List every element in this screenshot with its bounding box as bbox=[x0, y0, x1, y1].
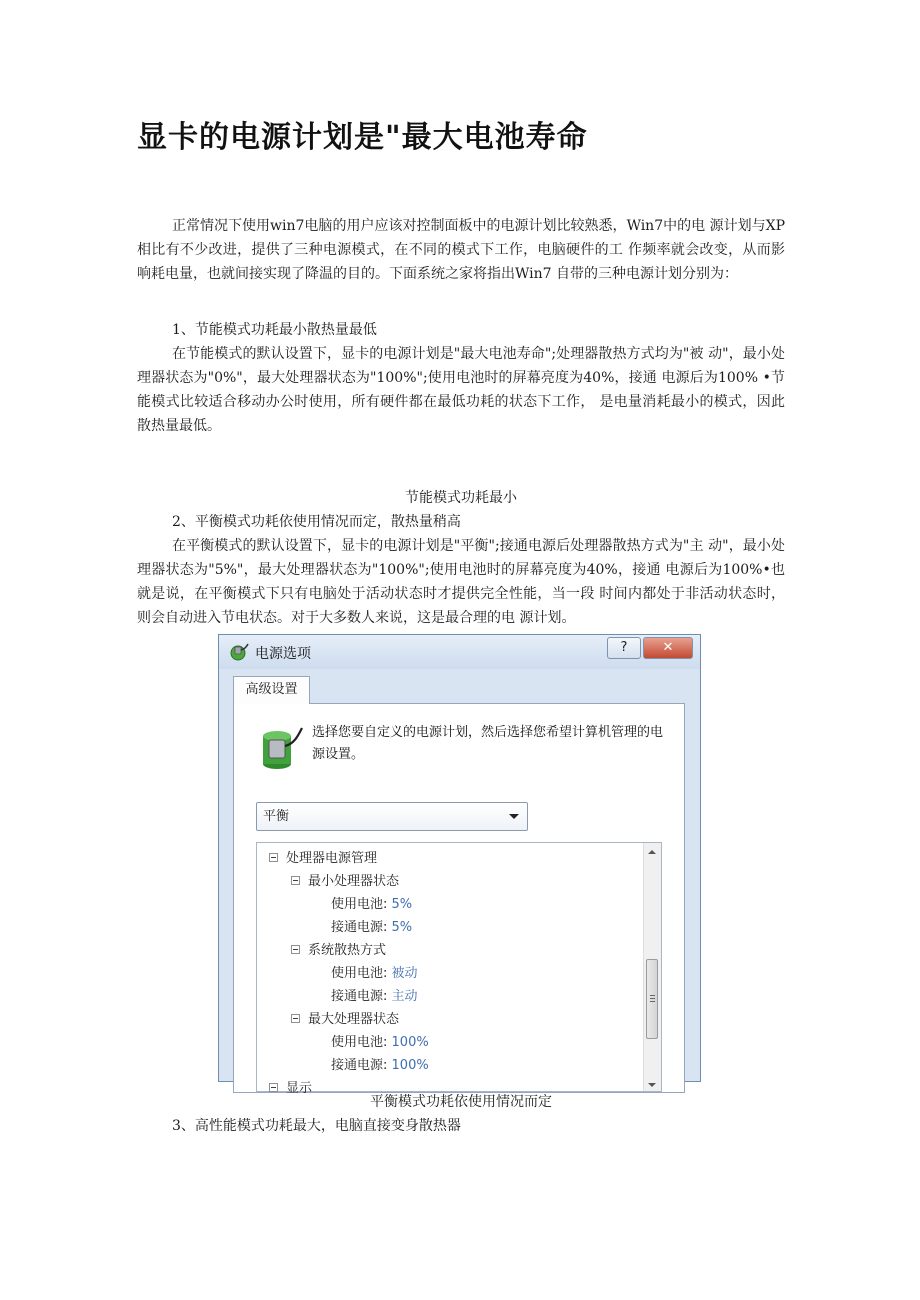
tree-leaf-max-plugged[interactable] bbox=[331, 1057, 429, 1075]
tree-node-label: 最大处理器状态 bbox=[308, 1012, 400, 1027]
tree-leaf-label: 接通电源: bbox=[331, 989, 388, 1004]
tree-node-label: 最小处理器状态 bbox=[308, 874, 400, 889]
scrollbar-thumb[interactable] bbox=[646, 959, 658, 1039]
tree-leaf-max-battery[interactable] bbox=[331, 1034, 429, 1052]
tree-leaf-value[interactable]: 主动 bbox=[391, 989, 418, 1004]
power-options-dialog bbox=[218, 634, 701, 1096]
tree-leaf-min-battery[interactable] bbox=[331, 896, 412, 914]
tree-leaf-value[interactable]: 100% bbox=[391, 1035, 429, 1050]
tree-node-max-processor-state[interactable] bbox=[291, 1011, 399, 1029]
tree-node-cooling-policy[interactable] bbox=[291, 942, 386, 960]
settings-tree[interactable] bbox=[256, 842, 662, 1096]
tab-advanced-settings[interactable]: 高级设置 bbox=[233, 676, 310, 704]
tree-leaf-cooling-plugged[interactable] bbox=[331, 988, 418, 1006]
grip-line bbox=[650, 998, 655, 999]
tree-node-min-processor-state[interactable] bbox=[291, 873, 399, 891]
minus-expander-icon[interactable] bbox=[291, 1014, 300, 1023]
power-plan-select-value: 平衡 bbox=[263, 809, 290, 824]
tree-leaf-value[interactable]: 5% bbox=[391, 920, 413, 935]
section2-heading: 2、平衡模式功耗依使用情况而定，散热量稍高 bbox=[172, 514, 461, 530]
tree-leaf-label: 接通电源: bbox=[331, 920, 388, 935]
tree-leaf-value[interactable]: 5% bbox=[391, 897, 413, 912]
tree-leaf-value[interactable]: 被动 bbox=[391, 966, 418, 981]
figure1-caption: 节能模式功耗最小 bbox=[405, 490, 517, 506]
tree-leaf-value[interactable]: 100% bbox=[391, 1058, 429, 1073]
tree-node-label: 处理器电源管理 bbox=[286, 851, 378, 866]
dialog-titlebar[interactable] bbox=[219, 635, 700, 669]
chevron-down-icon bbox=[509, 814, 519, 819]
grip-line bbox=[650, 1001, 655, 1002]
intro-paragraph bbox=[137, 214, 785, 286]
minus-expander-icon[interactable] bbox=[269, 853, 278, 862]
tree-leaf-min-plugged[interactable] bbox=[331, 919, 412, 937]
settings-panel bbox=[233, 703, 685, 1096]
minus-expander-icon[interactable] bbox=[291, 876, 300, 885]
tree-leaf-label: 使用电池: bbox=[331, 1035, 388, 1050]
document-title: 显卡的电源计划是"最大电池寿命 bbox=[137, 120, 588, 155]
tree-leaf-cooling-battery[interactable] bbox=[331, 965, 418, 983]
power-plug-icon bbox=[229, 642, 249, 662]
grip-line bbox=[650, 995, 655, 996]
figure2-caption: 平衡模式功耗依使用情况而定 bbox=[370, 1094, 552, 1110]
scroll-down-arrow-icon[interactable] bbox=[648, 1083, 656, 1087]
scroll-up-arrow-icon[interactable] bbox=[648, 850, 656, 854]
tree-scrollbar[interactable] bbox=[643, 843, 661, 1091]
minus-expander-icon[interactable] bbox=[291, 945, 300, 954]
intro-text: 正常情况下使用win7电脑的用户应该对控制面板中的电源计划比较熟悉，Win7中的电 源计划与XP相比有不少改进，提供了三种电源模式，在不同的模式下工作，电脑硬件的工 作频率就会改变，从而影响耗电量，也就间接实现了降温的目的。下面系统之家将指出Win7 自带的三种电源计划分别为： bbox=[137, 218, 785, 282]
tree-node-label: 系统散热方式 bbox=[308, 943, 387, 958]
help-button[interactable]: ? bbox=[607, 637, 641, 659]
tree-node-label: 显示 bbox=[286, 1081, 313, 1096]
battery-plug-icon bbox=[260, 724, 304, 772]
dialog-title: 电源选项 bbox=[255, 646, 311, 662]
section1-text: 在节能模式的默认设置下，显卡的电源计划是"最大电池寿命";处理器散热方式均为"被 动"，最小处理器状态为"0%"，最大处理器状态为"100%";使用电池时的屏幕亮度为40%，接通 电源后为100% •节能模式比较适合移动办公时使用，所有硬件都在最低功耗的状态下工作， 是电量消耗最小的模式，因此散热量最低。 bbox=[137, 346, 785, 434]
section2-text: 在平衡模式的默认设置下，显卡的电源计划是"平衡";接通电源后处理器散热方式为"主 动"，最小处理器状态为"5%"，最大处理器状态为"100%";使用电池时的屏幕亮度为40%，接通 电源后为100%•也就是说，在平衡模式下只有电脑处于活动状态时才提供完全性能，当一段 时间内都处于非活动状态时，则会自动进入节电状态。对于大多数人来说，这是最合理的电 源计划。 bbox=[137, 538, 785, 626]
close-button[interactable]: ✕ bbox=[643, 637, 693, 659]
tree-leaf-label: 使用电池: bbox=[331, 897, 388, 912]
section1-paragraph bbox=[137, 342, 785, 438]
section1-heading: 1、节能模式功耗最小散热量最低 bbox=[172, 322, 377, 338]
tree-leaf-label: 接通电源: bbox=[331, 1058, 388, 1073]
section3-heading: 3、高性能模式功耗最大，电脑直接变身散热器 bbox=[172, 1118, 461, 1134]
section2-paragraph bbox=[137, 534, 785, 630]
tree-node-processor-power[interactable] bbox=[269, 850, 377, 868]
plan-description: 选择您要自定义的电源计划，然后选择您希望计算机管理的电源设置。 bbox=[312, 725, 664, 762]
tree-leaf-label: 使用电池: bbox=[331, 966, 388, 981]
power-plan-select[interactable] bbox=[256, 802, 528, 831]
